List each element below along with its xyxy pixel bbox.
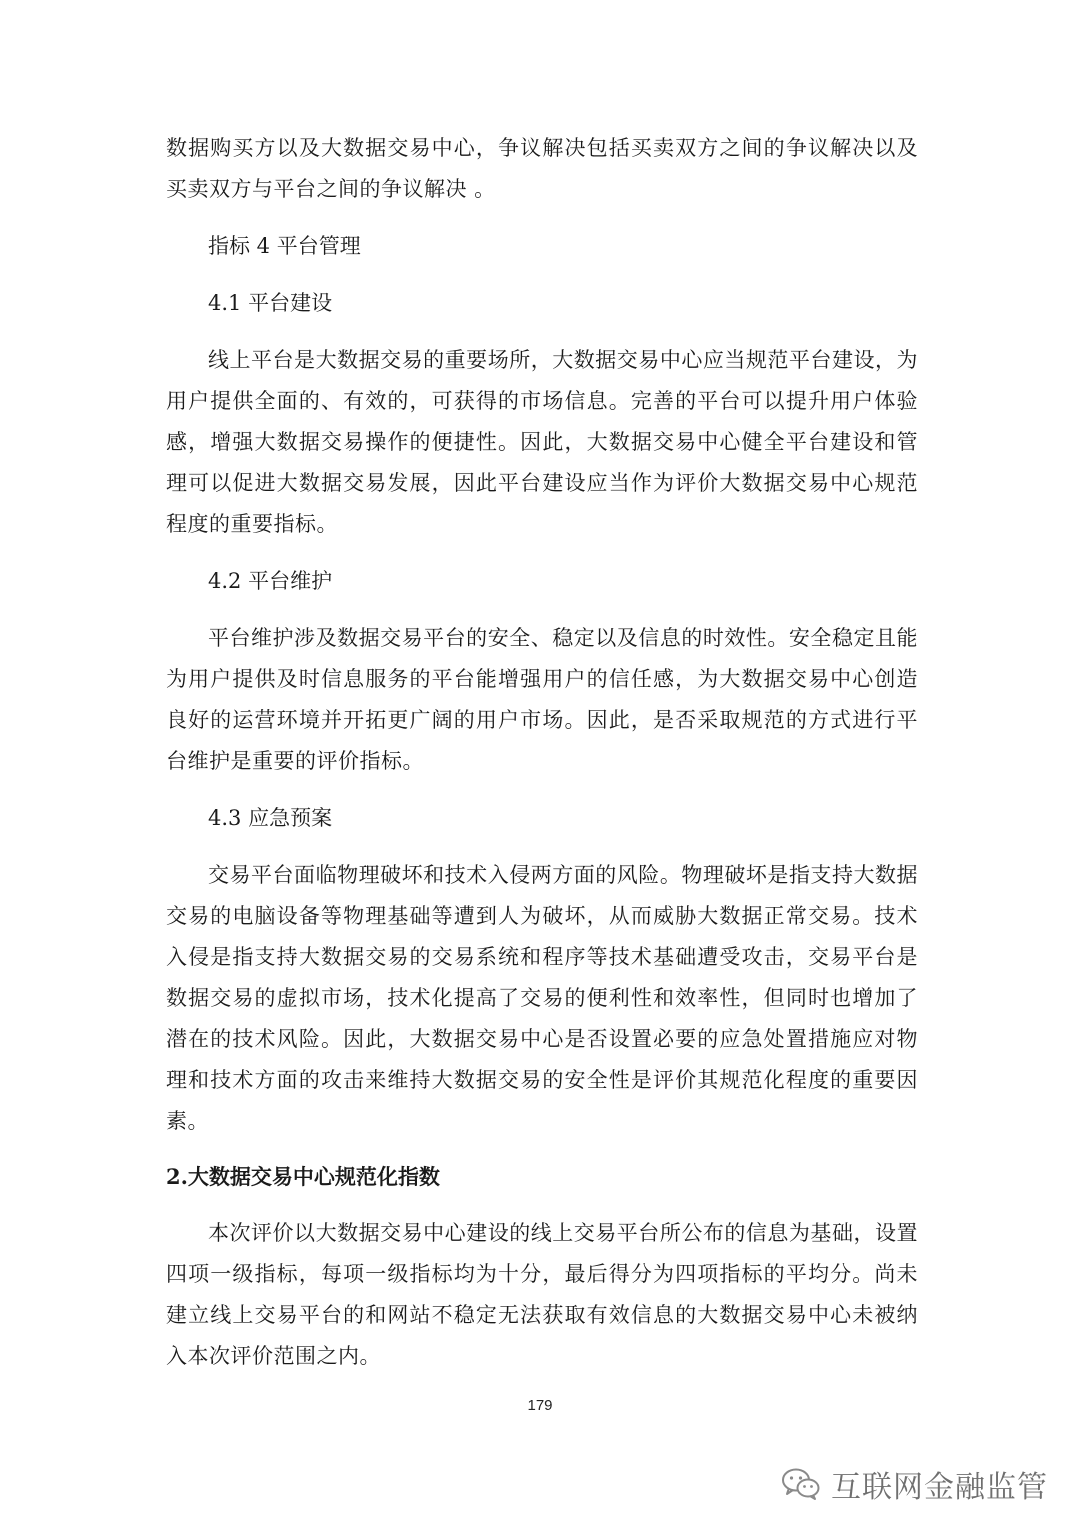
watermark (781, 1462, 1048, 1506)
page-number: 179 (527, 1397, 553, 1414)
watermark-text: 互联网金融监管 (831, 1470, 1048, 1505)
heading-4-1: 4.1 平台建设 (208, 291, 333, 315)
paragraph-4-1: 线上平台是大数据交易的重要场所，大数据交易中心应当规范平台建设，为用户提供全面的、有效的，可获得的市场信息。完善的平台可以提升用户体验感，增强大数据交易操作的便捷性。因此，大数据交易中心健全平台建设和管理可以促进大数据交易发展，因此平台建设应当作为评价大数据交易中心规范程度的重要指标。 (166, 348, 918, 536)
heading-4-2: 4.2 平台维护 (208, 569, 333, 593)
paragraph-4-2: 平台维护涉及数据交易平台的安全、稳定以及信息的时效性。安全稳定且能为用户提供及时信息服务的平台能增强用户的信任感，为大数据交易中心创造良好的运营环境并开拓更广阔的用户市场。因此，是否采取规范的方式进行平台维护是重要的评价指标。 (166, 626, 918, 773)
paragraph-section-2: 本次评价以大数据交易中心建设的线上交易平台所公布的信息为基础，设置四项一级指标，每项一级指标均为十分，最后得分为四项指标的平均分。尚未建立线上交易平台的和网站不稳定无法获取有效信息的大数据交易中心未被纳入本次评价范围之内。 (166, 1221, 918, 1368)
section-2-title: 2.大数据交易中心规范化指数 (166, 1164, 440, 1189)
page-content (166, 128, 918, 1377)
heading-4-3: 4.3 应急预案 (208, 806, 333, 830)
paragraph-4-3: 交易平台面临物理破坏和技术入侵两方面的风险。物理破坏是指支持大数据交易的电脑设备等物理基础等遭到人为破坏，从而威胁大数据正常交易。技术入侵是指支持大数据交易的交易系统和程序等技术基础遭受攻击，交易平台是数据交易的虚拟市场，技术化提高了交易的便利性和效率性，但同时也增加了潜在的技术风险。因此，大数据交易中心是否设置必要的应急处置措施应对物理和技术方面的攻击来维持大数据交易的安全性是评价其规范化程度的重要因素。 (166, 863, 918, 1133)
wechat-icon (781, 1467, 821, 1501)
paragraph-continued: 数据购买方以及大数据交易中心，争议解决包括买卖双方之间的争议解决以及买卖双方与平台之间的争议解决 。 (166, 136, 918, 201)
heading-indicator-4: 指标 4 平台管理 (208, 234, 361, 258)
